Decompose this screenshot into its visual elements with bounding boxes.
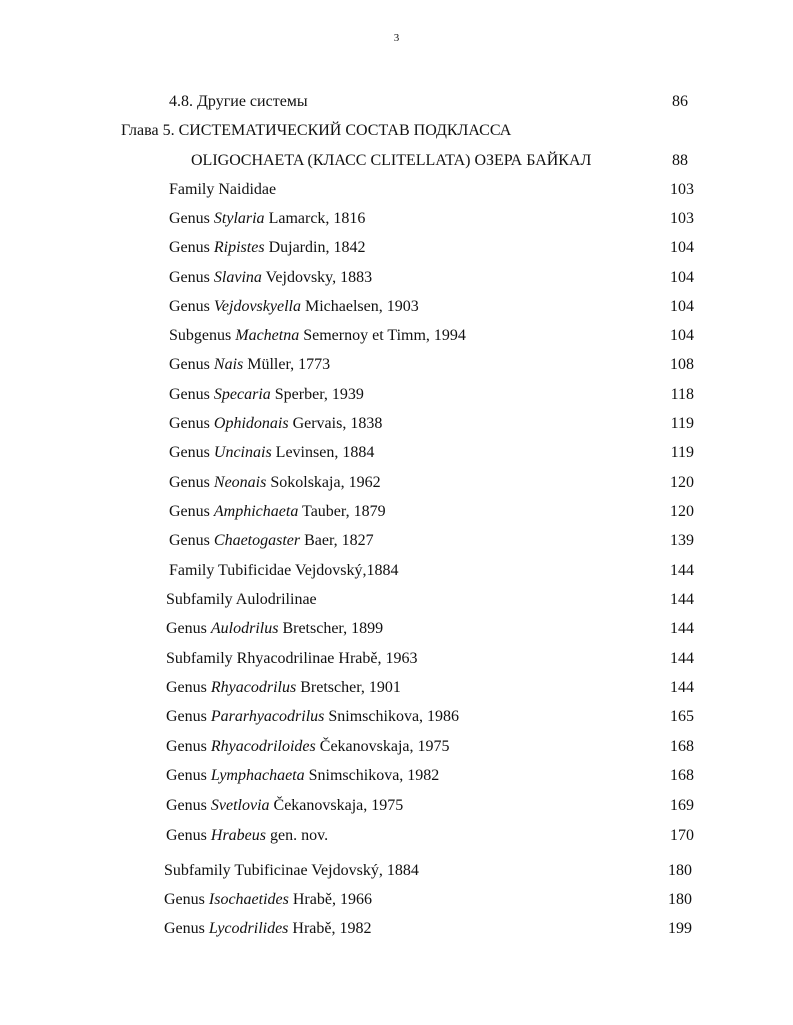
toc-page-number: 180 [668, 891, 692, 908]
taxon-name: Amphichaeta [213, 503, 299, 520]
toc-page-number: 118 [670, 386, 694, 403]
taxon-name: Ophidonais [213, 415, 289, 432]
toc-entry-label: Genus [169, 210, 210, 227]
toc-page-number: 165 [670, 708, 694, 725]
toc-entry [169, 473, 381, 493]
toc-entry [169, 414, 382, 434]
taxon-name: Machetna [235, 327, 300, 344]
toc-entry-label: Subfamily Tubificinae Vejdovský, 1884 [164, 862, 419, 879]
toc-entry [169, 180, 276, 200]
taxon-authority: Sperber, 1939 [274, 386, 364, 403]
toc-page-number: 119 [670, 415, 694, 432]
taxon-authority: Tauber, 1879 [302, 503, 386, 520]
taxon-authority: Dujardin, 1842 [268, 239, 366, 256]
taxon-name: Hrabeus [210, 827, 266, 844]
toc-entry [164, 861, 419, 881]
toc-entry [169, 443, 374, 463]
toc-entry-label: Genus [169, 532, 210, 549]
toc-entry-label: Genus [169, 239, 210, 256]
toc-entry [169, 326, 466, 346]
toc-entry [166, 737, 450, 757]
taxon-authority: Levinsen, 1884 [275, 444, 375, 461]
toc-page-number: 170 [670, 827, 694, 844]
toc-page-number: 104 [670, 327, 694, 344]
taxon-authority: Snimschikova, 1986 [328, 708, 460, 725]
taxon-authority: Lamarck, 1816 [268, 210, 366, 227]
taxon-name: Neonais [213, 474, 267, 491]
taxon-authority: Semernoy et Timm, 1994 [303, 327, 466, 344]
toc-entry [169, 385, 364, 405]
chapter-title-line-1: Глава 5. СИСТЕМАТИЧЕСКИЙ СОСТАВ ПОДКЛАССА [121, 122, 512, 139]
toc-entry-label: Genus [164, 920, 205, 937]
taxon-name: Specaria [213, 386, 271, 403]
toc-page-number: 144 [670, 679, 694, 696]
page-number: 3 [393, 32, 400, 44]
toc-entry-label: Genus [169, 415, 210, 432]
toc-entry [169, 238, 365, 258]
toc-entry [169, 209, 365, 229]
taxon-authority: Snimschikova, 1982 [308, 767, 440, 784]
taxon-authority: Hrabě, 1966 [292, 891, 372, 908]
taxon-name: Rhyacodrilus [210, 679, 297, 696]
toc-entry-label: Genus [169, 503, 210, 520]
toc-entry [166, 826, 328, 846]
toc-entry [166, 678, 401, 698]
toc-entry-label: Genus [166, 827, 207, 844]
taxon-authority: Michaelsen, 1903 [304, 298, 419, 315]
toc-entry-label: Genus [169, 386, 210, 403]
toc-entry-label: Subfamily Aulodrilinae [166, 591, 317, 608]
taxon-name: Slavina [213, 269, 262, 286]
toc-entry [169, 561, 399, 581]
toc-page-number: 144 [670, 562, 694, 579]
toc-page-number: 180 [668, 862, 692, 879]
toc-entry-label: Genus [166, 738, 207, 755]
toc-entry-label: Genus [169, 298, 210, 315]
taxon-name: Isochaetides [208, 891, 289, 908]
chapter-title-line-2: OLIGOCHAETA (КЛАСС CLITELLATA) ОЗЕРА БАЙКАЛ [191, 152, 592, 169]
taxon-authority: Čekanovskaja, 1975 [273, 797, 404, 814]
toc-page-number: 103 [670, 210, 694, 227]
taxon-name: Nais [213, 356, 244, 373]
toc-entry-label: Genus [169, 444, 210, 461]
toc-page-number: 169 [670, 797, 694, 814]
toc-entry [166, 649, 418, 669]
toc-entry [169, 92, 308, 112]
taxon-authority: Hrabě, 1982 [292, 920, 372, 937]
chapter-page-number: 88 [672, 152, 688, 169]
toc-entry [169, 502, 386, 522]
toc-entry-label: Genus [166, 620, 207, 637]
toc-page-number: 144 [670, 620, 694, 637]
toc-entry-label: Genus [166, 797, 207, 814]
toc-page-number: 108 [670, 356, 694, 373]
taxon-authority: Čekanovskaja, 1975 [319, 738, 450, 755]
taxon-authority: Gervais, 1838 [292, 415, 383, 432]
toc-entry-label: Genus [166, 708, 207, 725]
toc-page-number: 120 [670, 474, 694, 491]
taxon-authority: Vejdovsky, 1883 [265, 269, 373, 286]
toc-entry-label: Subgenus [169, 327, 232, 344]
toc-entry [169, 355, 330, 375]
toc-entry-label: Subfamily Rhyacodrilinae Hrabě, 1963 [166, 650, 418, 667]
taxon-authority: Baer, 1827 [304, 532, 374, 549]
toc-page-number: 168 [670, 767, 694, 784]
toc-page-number: 144 [670, 591, 694, 608]
taxon-name: Vejdovskyella [213, 298, 301, 315]
toc-entry-label: Genus [169, 356, 210, 373]
toc-page-number: 139 [670, 532, 694, 549]
taxon-name: Chaetogaster [213, 532, 301, 549]
taxon-name: Svetlovia [210, 797, 270, 814]
taxon-authority: gen. nov. [270, 827, 329, 844]
toc-page-number: 168 [670, 738, 694, 755]
toc-entry-label: Genus [164, 891, 205, 908]
taxon-authority: Bretscher, 1899 [282, 620, 384, 637]
taxon-name: Lycodrilides [208, 920, 289, 937]
toc-entry [166, 619, 383, 639]
toc-entry-label: Family Naididae [169, 181, 277, 198]
toc-entry-label: Genus [166, 767, 207, 784]
taxon-name: Stylaria [213, 210, 265, 227]
toc-page-number: 86 [672, 93, 688, 110]
toc-entry-label: Genus [166, 679, 207, 696]
toc-entry [166, 590, 317, 610]
toc-entry [169, 268, 372, 288]
toc-entry [169, 531, 374, 551]
taxon-authority: Bretscher, 1901 [300, 679, 401, 696]
toc-page-number: 199 [668, 920, 692, 937]
toc-entry [164, 919, 372, 939]
toc-entry-label: Genus [169, 474, 210, 491]
taxon-authority: Sokolskaja, 1962 [270, 474, 381, 491]
taxon-name: Rhyacodriloides [210, 738, 316, 755]
toc-entry-label: Genus [169, 269, 210, 286]
toc-entry [166, 707, 459, 727]
toc-page-number: 104 [670, 298, 694, 315]
taxon-name: Lymphachaeta [210, 767, 305, 784]
taxon-name: Pararhyacodrilus [210, 708, 325, 725]
toc-page-number: 104 [670, 269, 694, 286]
toc-page-number: 120 [670, 503, 694, 520]
taxon-name: Aulodrilus [210, 620, 279, 637]
toc-page-number: 103 [670, 181, 694, 198]
toc-page-number: 104 [670, 239, 694, 256]
toc-entry [166, 796, 403, 816]
toc-entry [164, 890, 372, 910]
toc-entry [166, 766, 439, 786]
toc-entry-label: 4.8. Другие системы [169, 93, 308, 110]
taxon-authority: Müller, 1773 [247, 356, 331, 373]
toc-entry [169, 297, 419, 317]
taxon-name: Uncinais [213, 444, 272, 461]
toc-page-number: 119 [670, 444, 694, 461]
taxon-name: Ripistes [213, 239, 265, 256]
toc-page-number: 144 [670, 650, 694, 667]
toc-entry-label: Family Tubificidae Vejdovský,1884 [169, 562, 399, 579]
